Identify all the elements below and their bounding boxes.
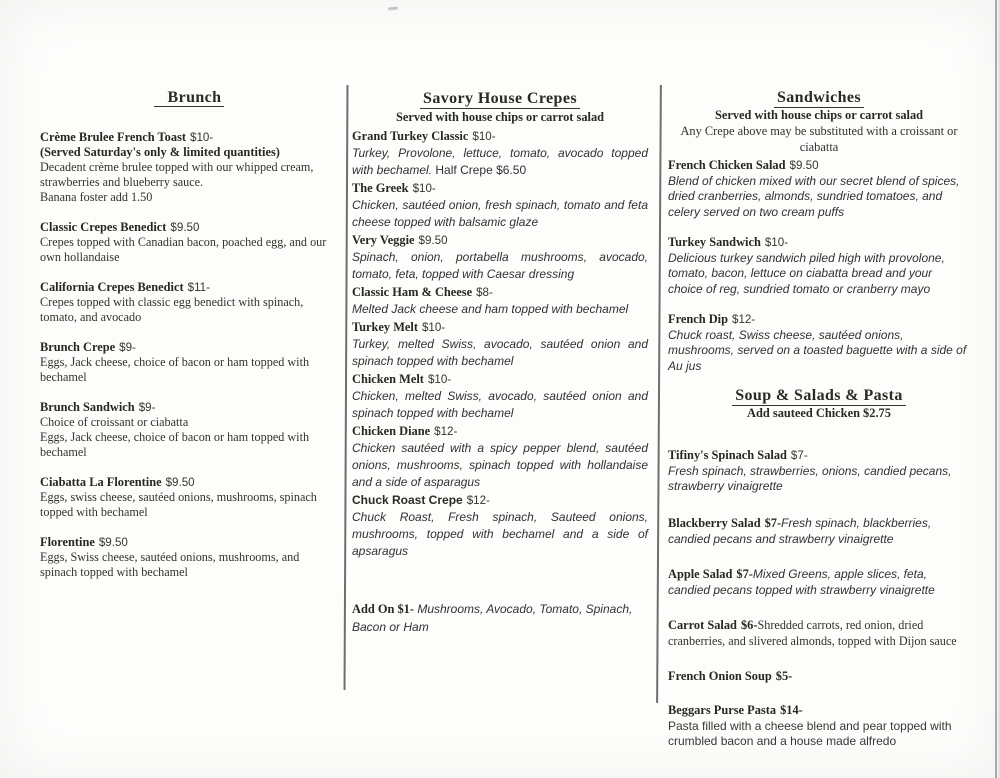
soups-subheading: Add sauteed Chicken $2.75 — [747, 405, 891, 420]
menu-item — [352, 127, 648, 179]
item-description: Crepes topped with Canadian bacon, poached egg, and our own hollandaise — [40, 235, 327, 264]
item-description: Pasta filled with a cheese blend and pear topped with crumbled bacon and a house made alfredo — [668, 718, 952, 748]
column-brunch — [40, 90, 338, 594]
item-description: Eggs, Swiss cheese, sautéed onions, mushrooms, and spinach topped with bechamel — [40, 550, 300, 579]
item-note: Banana foster add 1.50 — [40, 190, 153, 204]
item-price: $10- — [412, 182, 436, 195]
menu-item — [352, 422, 648, 491]
item-price: $9.50 — [789, 159, 819, 172]
item-price: $9- — [138, 401, 156, 414]
menu-item — [40, 534, 338, 580]
item-title: Chicken Melt — [352, 372, 424, 386]
item-description: Chicken, sautéed onion, fresh spinach, tomato and feta cheese topped with balsamic glaze — [352, 198, 648, 229]
item-description: Turkey, Provolone, lettuce, tomato, avocado topped with bechamel. Half Crepe $6.50 — [352, 146, 648, 177]
scan-speck — [388, 6, 398, 10]
menu-item — [668, 668, 970, 685]
item-price: $11- — [187, 281, 210, 294]
item-title: Brunch Crepe — [40, 340, 116, 354]
item-description: Choice of croissant or ciabatta — [40, 415, 189, 429]
item-price: $14- — [780, 703, 803, 717]
menu-item — [668, 447, 970, 495]
menu-item — [668, 566, 970, 599]
crepes-heading: Savory House Crepes — [420, 90, 580, 109]
item-price: $9- — [119, 341, 136, 354]
item-title: Turkey Sandwich — [668, 235, 761, 249]
item-price: $9.50 — [170, 221, 200, 234]
item-description: Chicken, melted Swiss, avocado, sautéed onion and spinach topped with bechamel — [352, 389, 648, 420]
item-title: Ciabatta La Florentine — [40, 475, 162, 489]
item-title: Very Veggie — [352, 233, 415, 247]
item-title: Turkey Melt — [352, 320, 418, 334]
menu-item — [352, 179, 648, 231]
sandwiches-heading: Sandwiches — [774, 90, 864, 108]
column-sandwiches — [668, 90, 970, 764]
half-crepe-note: Half Crepe $6.50 — [435, 163, 527, 177]
item-description: Decadent crème brulee topped with our whipped cream, strawberries and blueberry sauce. — [40, 160, 314, 189]
item-price: $9.50 — [98, 536, 128, 549]
menu-item — [668, 234, 970, 297]
item-title: Tifiny's Spinach Salad — [668, 448, 787, 462]
item-description: Shredded carrots, red onion, dried cranberries, and slivered almonds, topped with Dijon sauce — [668, 617, 957, 648]
substitution-note: Any Crepe above may be substituted with a croissant or ciabatta — [680, 124, 958, 154]
item-price: $7- — [736, 566, 753, 581]
add-on-label: Add On $1- — [352, 602, 414, 616]
item-price: $10- — [427, 373, 452, 386]
item-description: Fresh spinach, blackberries, candied pecans and strawberry vinaigrette — [668, 515, 932, 546]
column-divider-right — [656, 85, 662, 703]
menu-item — [352, 231, 648, 283]
menu-item — [40, 474, 338, 520]
menu-item — [668, 157, 970, 220]
item-title: Grand Turkey Classic — [352, 129, 469, 143]
item-price: $10- — [764, 236, 789, 249]
item-description: Chuck Roast, Fresh spinach, Sauteed onions, mushrooms, topped with bechamel and a side of apsaragus — [352, 510, 648, 558]
item-price: $10- — [472, 130, 496, 143]
item-description: Melted Jack cheese and ham topped with bechamel — [352, 302, 629, 316]
scan-edge-line — [995, 0, 997, 778]
menu-item — [668, 515, 970, 548]
item-price: $7- — [764, 515, 782, 530]
item-title: Carrot Salad — [668, 617, 737, 632]
item-title: The Greek — [352, 181, 409, 195]
item-title: Chicken Diane — [352, 424, 431, 438]
crepes-subheading: Served with house chips or carrot salad — [395, 110, 605, 124]
item-description: Mixed Greens, apple slices, feta, candied pecans topped with strawberry vinaigrette — [668, 566, 935, 597]
add-on-line — [352, 600, 648, 636]
menu-item — [668, 702, 970, 750]
item-description: Delicious turkey sandwich piled high with provolone, tomato, bacon, lettuce on ciabatta bread and your choice of reg, sundried tomato or cranberry mayo — [668, 250, 945, 296]
menu-item — [40, 399, 338, 460]
item-title: Classic Crepes Benedict — [40, 220, 167, 234]
item-price: $6- — [740, 617, 758, 632]
item-description: Eggs, Jack cheese, choice of bacon or ham topped with bechamel — [40, 355, 310, 384]
menu-item — [668, 311, 970, 374]
item-price: $12- — [466, 494, 490, 507]
item-description: Chuck roast, Swiss cheese, sautéed onions, mushrooms, served on a toasted baguette with a side of Au jus — [668, 327, 967, 373]
item-description: Turkey, melted Swiss, avocado, sautéed onion and spinach topped with bechamel — [352, 337, 648, 368]
menu-item — [352, 370, 648, 422]
item-price: $12- — [434, 425, 458, 438]
item-title: Chuck Roast Crepe — [352, 493, 463, 507]
column-savory-crepes — [352, 90, 648, 636]
item-description: Crepes topped with classic egg benedict with spinach, tomato, and avocado — [40, 295, 304, 324]
item-subtitle: (Served Saturday's only & limited quantities) — [40, 145, 280, 159]
item-price: $8- — [476, 286, 493, 299]
column-divider-left — [344, 85, 349, 690]
soups-heading: Soup & Salads & Pasta — [732, 388, 906, 406]
item-price: $5- — [775, 668, 793, 683]
menu-item — [40, 339, 338, 385]
item-price: $9.50 — [418, 234, 448, 247]
item-title: Florentine — [40, 535, 95, 549]
item-title: French Dip — [668, 312, 729, 326]
menu-item — [40, 129, 338, 205]
sandwiches-subheading: Served with house chips or carrot salad — [714, 107, 924, 122]
item-price: $10- — [190, 131, 214, 144]
add-on-options: Mushrooms, Avocado, Tomato, Spinach, Bacon or Ham — [352, 602, 633, 634]
item-description: Eggs, swiss cheese, sautéed onions, mushrooms, spinach topped with bechamel — [40, 490, 317, 519]
item-price: $9.50 — [165, 476, 195, 489]
menu-item — [352, 318, 648, 370]
item-title: French Chicken Salad — [668, 158, 786, 172]
item-title: Beggars Purse Pasta — [668, 703, 777, 717]
item-description: Eggs, Jack cheese, choice of bacon or ham topped with bechamel — [40, 430, 310, 459]
item-title: California Crepes Benedict — [40, 280, 184, 294]
item-title: French Onion Soup — [668, 668, 772, 683]
item-title: Blackberry Salad — [668, 515, 761, 530]
item-description: Spinach, onion, portabella mushrooms, avocado, tomato, feta, topped with Caesar dressing — [352, 250, 648, 281]
menu-item — [40, 219, 338, 265]
item-description: Chicken sautéed with a spicy pepper blend, sautéed onions, mushrooms, spinach topped with hollandaise and a side of asparagus — [352, 441, 648, 489]
menu-item — [668, 617, 970, 650]
menu-item — [40, 279, 338, 325]
item-price: $7- — [790, 449, 808, 462]
item-price: $10- — [421, 321, 446, 334]
item-description: Blend of chicken mixed with our secret blend of spices, dried cranberries, almonds, sundried tomatoes, and celery served on two cream puffs — [668, 173, 960, 219]
item-title: Apple Salad — [668, 566, 733, 581]
item-title: Brunch Sandwich — [40, 400, 135, 414]
item-title: Crème Brulee French Toast — [40, 130, 187, 144]
item-description: Fresh spinach, strawberries, onions, candied pecans, strawberry vinaigrette — [668, 463, 952, 493]
item-title: Classic Ham & Cheese — [352, 285, 473, 299]
menu-item — [352, 491, 648, 560]
brunch-heading: Brunch — [154, 90, 225, 107]
menu-item — [352, 283, 648, 318]
item-price: $12- — [732, 313, 756, 326]
